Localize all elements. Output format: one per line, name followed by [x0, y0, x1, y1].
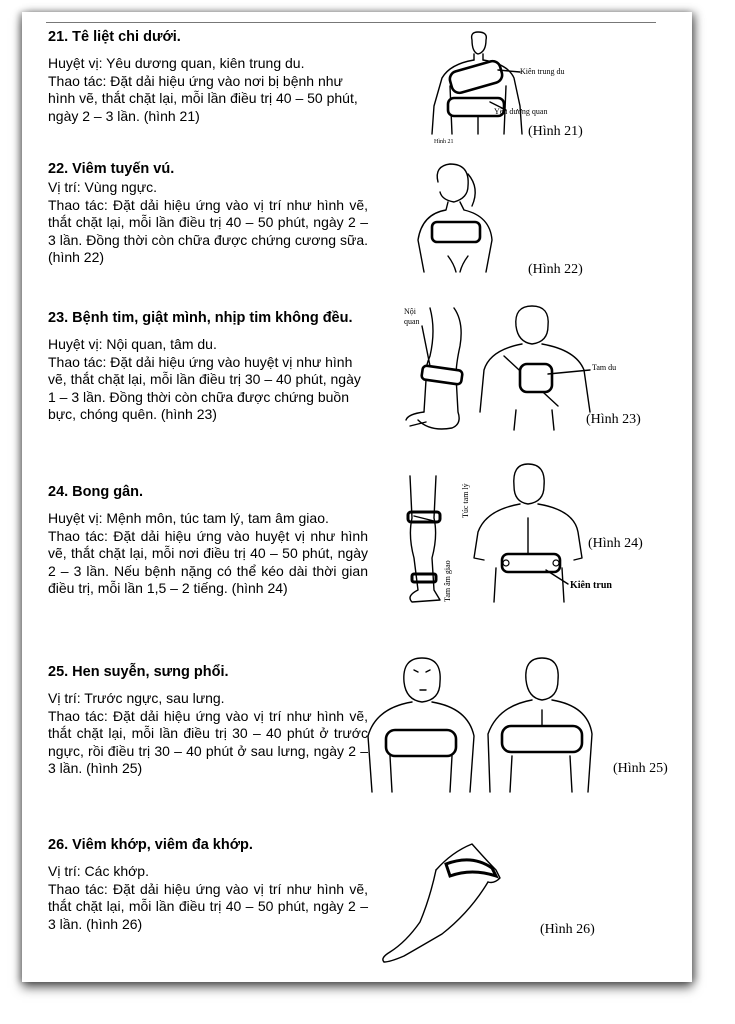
- figure-26-illustration: [376, 842, 506, 964]
- section-location: Huyệt vị: Nội quan, tâm du.: [48, 336, 217, 352]
- figure-21-caption: (Hình 21): [528, 124, 583, 139]
- section-25: [48, 663, 368, 778]
- section-location: Vị trí: Các khớp.: [48, 863, 149, 879]
- section-location: Huyệt vị: Yêu dương quan, kiên trung du.: [48, 55, 305, 71]
- section-heading: 22. Viêm tuyến vú.: [48, 161, 175, 177]
- figure-23-label-quan: quan: [404, 317, 420, 326]
- figure-24-label-tuc-tam-ly: Túc tam lý: [461, 483, 470, 518]
- section-location: Vị trí: Vùng ngực.: [48, 179, 157, 195]
- figure-21-label-hinh: Hình 21: [434, 139, 454, 145]
- section-location: Vị trí: Trước ngực, sau lưng.: [48, 690, 225, 706]
- section-heading: 23. Bệnh tim, giật mình, nhịp tim không đều.: [48, 310, 353, 326]
- section-26: [48, 836, 368, 933]
- figure-24-caption: (Hình 24): [588, 536, 643, 551]
- figure-21-label-yeu-duong-quan: Yêu dương quan: [494, 107, 548, 116]
- section-procedure: Thao tác: Đặt dải hiệu ứng vào huyệt vị như hình vẽ, thắt chặt lại, mỗi lần điều trị 30 – 40 phút, ngày 1 – 3 lần. Đồng thời còn chữa được chứng buồn bực, chóng quên. (hình 23): [48, 353, 361, 423]
- figure-25-illustration: [360, 656, 590, 802]
- figure-24-label-kien-trun: Kiên trun: [570, 580, 612, 591]
- section-24: [48, 483, 368, 598]
- section-23: [48, 309, 368, 424]
- section-procedure: Thao tác: Đặt dải hiệu ứng vào nơi bị bệnh như hình vẽ, thắt chặt lại, mỗi lần điều trị 40 – 50 phút, ngày 2 – 3 lần. (hình 21): [48, 72, 358, 124]
- section-procedure: Thao tác: Đặt dải hiệu ứng vào huyệt vị như hình vẽ, thắt chặt lại, mỗi nơi điều trị 40 – 50 phút, ngày 2 – 3 lần. Nếu bệnh nặng có thể kéo dài thời gian điều trị, mỗi lần 1,5 – 2 tiếng. (hình 24): [48, 527, 368, 597]
- section-procedure: Thao tác: Đặt dải hiệu ứng vào vị trí như hình vẽ, thắt chặt lại, mỗi lần điều trị 30 – 40 phút ở trước ngực, rồi điều trị 30 – 40 phút ở sau lưng, ngày 2 – 3 lần. (hình 25): [48, 707, 368, 777]
- section-heading: 25. Hen suyễn, sưng phổi.: [48, 664, 229, 680]
- figure-23-label-noi: Nội: [404, 307, 416, 316]
- section-location: Huyệt vị: Mệnh môn, túc tam lý, tam âm giao.: [48, 510, 329, 526]
- section-heading: 24. Bong gân.: [48, 484, 144, 500]
- figure-24-label-tam-am-giao: Tam âm giao: [443, 560, 452, 602]
- figure-22-illustration: [410, 160, 510, 278]
- figure-22-caption: (Hình 22): [528, 262, 583, 277]
- section-22: [48, 160, 368, 267]
- section-procedure: Thao tác: Đặt dải hiệu ứng vào vị trí như hình vẽ, thắt chặt lại, mỗi lần điều trị 40 – 50 phút, ngày 2 – 3 lần. Đồng thời còn chữa được chứng cương sữa. (hình 22): [48, 196, 368, 266]
- figure-21-label-kien-trung-du: Kiên trung du: [520, 67, 565, 76]
- section-heading: 26. Viêm khớp, viêm đa khớp.: [48, 837, 253, 853]
- figure-23-label-tam-du: Tam du: [592, 363, 617, 372]
- section-procedure: Thao tác: Đặt dải hiệu ứng vào vị trí như hình vẽ, thắt chặt lại, mỗi lần điều trị 40 – 50 phút, ngày 2 – 3 lần. (hình 26): [48, 880, 368, 932]
- header-rule: [46, 22, 656, 23]
- figure-23-caption: (Hình 23): [586, 412, 641, 427]
- figure-26-caption: (Hình 26): [540, 922, 595, 937]
- section-21: [48, 28, 368, 125]
- figure-25-caption: (Hình 25): [613, 761, 668, 776]
- section-heading: 21. Tê liệt chi dưới.: [48, 29, 181, 45]
